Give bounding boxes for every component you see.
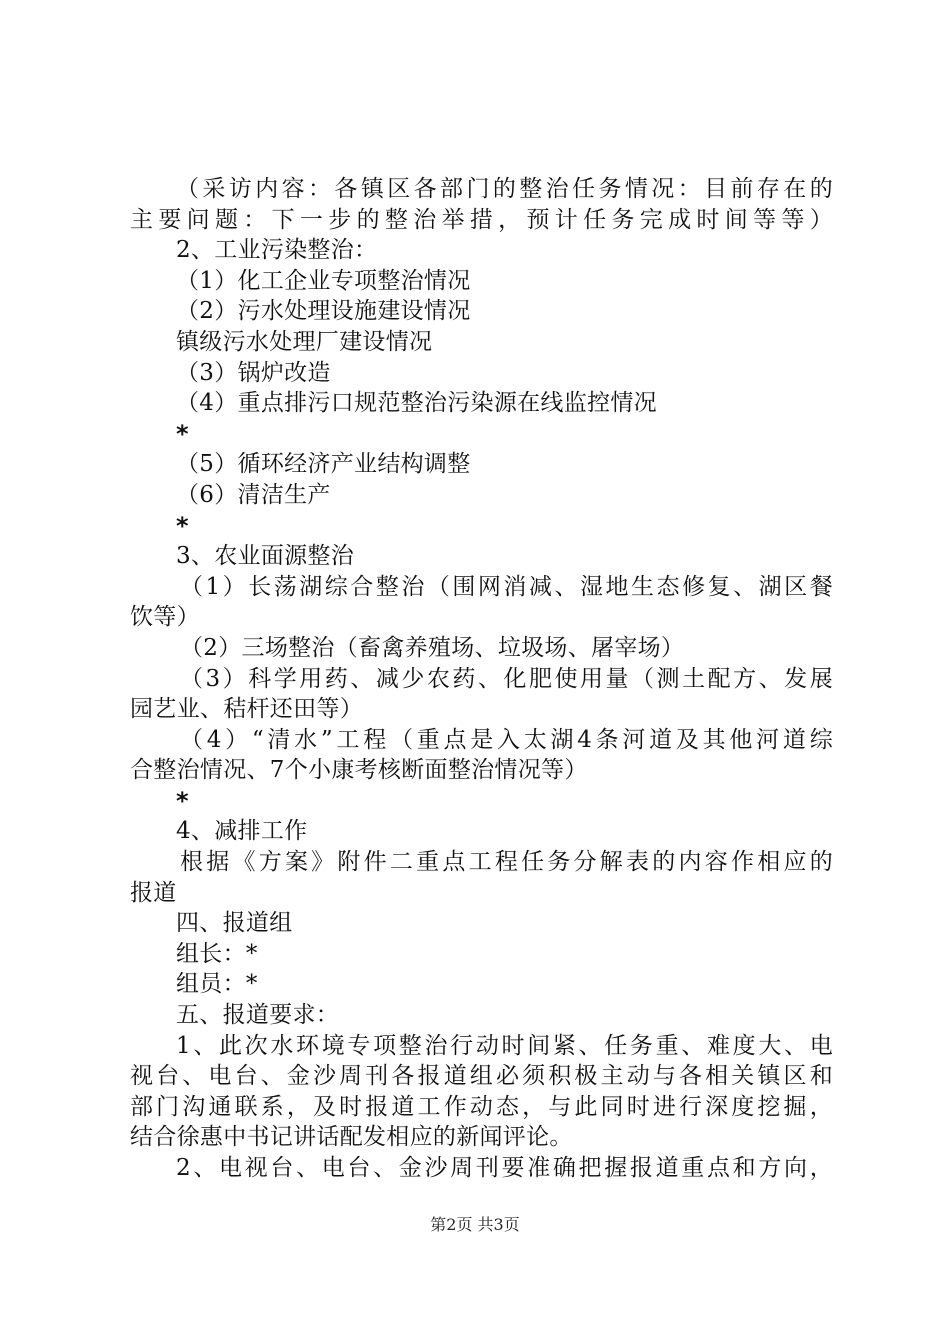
list-item: （5）循环经济产业结构调整 bbox=[176, 451, 471, 478]
section-heading: 4、减排工作 bbox=[176, 818, 308, 845]
list-item-continuation: 饮等） bbox=[130, 604, 200, 631]
list-item: （6）清洁生产 bbox=[176, 481, 331, 508]
list-item-continuation: 园艺业、秸杆还田等） bbox=[130, 696, 363, 723]
group-member-line: 组员：* bbox=[176, 971, 258, 998]
list-item-continuation: 合整治情况、7个小康考核断面整治情况等） bbox=[130, 757, 588, 784]
paragraph-line: 报道 bbox=[130, 879, 177, 906]
paragraph-line: 主要问题：下一步的整治举措，预计任务完成时间等等） bbox=[130, 206, 833, 233]
section-heading: 3、农业面源整治 bbox=[176, 543, 355, 570]
list-item: （4）“清水”工程（重点是入太湖4条河道及其他河道综 bbox=[180, 726, 833, 753]
paragraph-line: 2、电视台、电台、金沙周刊要准确把握报道重点和方向， bbox=[176, 1155, 833, 1181]
paragraph-line: 视台、电台、金沙周刊各报道组必须积极主动与各相关镇区和 bbox=[130, 1063, 833, 1090]
placeholder-asterisk: * bbox=[176, 419, 189, 448]
paragraph-line: 结合徐惠中书记讲话配发相应的新闻评论。 bbox=[130, 1124, 573, 1151]
placeholder-asterisk: * bbox=[176, 786, 189, 815]
placeholder-asterisk: * bbox=[176, 511, 189, 540]
group-leader-line: 组长：* bbox=[176, 940, 258, 967]
paragraph-line: （采访内容：各镇区各部门的整治任务情况：目前存在的 bbox=[176, 176, 833, 202]
list-item: （1）长荡湖综合整治（围网消减、湿地生态修复、湖区餐 bbox=[180, 573, 833, 600]
list-item: 镇级污水处理厂建设情况 bbox=[176, 328, 433, 355]
section-heading: 四、报道组 bbox=[176, 910, 293, 937]
list-item: （3）科学用药、减少农药、化肥使用量（测土配方、发展 bbox=[180, 665, 833, 692]
list-item: （4）重点排污口规范整治污染源在线监控情况 bbox=[176, 390, 657, 417]
paragraph-line: 根据《方案》附件二重点工程任务分解表的内容作相应的 bbox=[180, 849, 833, 876]
page-number-footer: 第2页 共3页 bbox=[430, 1215, 520, 1234]
document-body bbox=[130, 174, 833, 1184]
list-item: （2）三场整治（畜禽养殖场、垃圾场、屠宰场） bbox=[180, 634, 685, 661]
section-heading: 五、报道要求： bbox=[176, 1002, 340, 1029]
list-item: （1）化工企业专项整治情况 bbox=[176, 267, 471, 294]
list-item: （2）污水处理设施建设情况 bbox=[176, 298, 471, 325]
list-item: （3）锅炉改造 bbox=[176, 359, 331, 386]
paragraph-line: 部门沟通联系，及时报道工作动态，与此同时进行深度挖掘， bbox=[130, 1093, 833, 1120]
paragraph-line: 1、此次水环境专项整治行动时间紧、任务重、难度大、电 bbox=[176, 1032, 833, 1059]
section-heading: 2、工业污染整治： bbox=[176, 237, 378, 264]
